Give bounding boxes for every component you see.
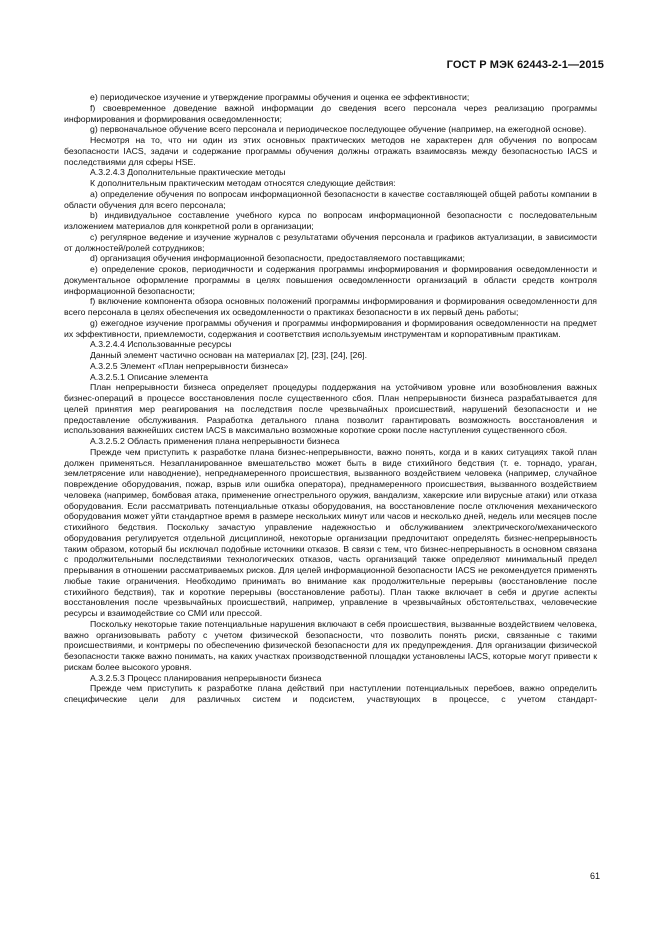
paragraph: Поскольку некоторые такие потенциальные нарушения включают в себя происшествия, вызванные воздействием человека, важно организовывать работу с учетом физической безопасности, что позволить понять риски, связанные с такими происшествиями, и контрмеры по обеспечению физической безопасности для их предупреждения. Для организации физической безопасности также важно понимать, на каких участках производственной площадки установлены IACS, которые могут привести к рискам более высокого уровня. [64, 618, 597, 672]
list-item: f) включение компонента обзора основных положений программы информирования и формирования осведомленности для всего персонала в целях обеспечения их осведомленности о практиках безопасности в их первый день работы; [64, 296, 597, 317]
list-item: a) определение обучения по вопросам информационной безопасности в качестве составляющей общей работы компании в области обучения для всего персонала; [64, 188, 597, 210]
paragraph: Несмотря на то, что ни один из этих основных практических методов не характерен для обучения по вопросам безопасности IACS, задачи и содержание программы обучения должны отражать взаимосвязь между безопасностью IACS и последствиями для сферы HSE. [64, 135, 597, 167]
paragraph: Прежде чем приступить к разработке плана бизнес-непрерывности, важно понять, когда и в каких ситуациях такой план должен применяться. Незапланированное вмешательство может быть в виде стихийного бедствия (т. е. торнадо, ураган, землетрясение или наводнение), непреднамеренного происшествия, вызванного воздействием человека (например, случайное повреждение оборудования, пожар, взрыв или ошибка оператора), преднамеренного происшествия, вызванного воздействием человека (например, бомбовая атака, применение огнестрельного оружия, вандализм, хакерские или вирусные атаки) или отказа оборудования. Если рассматривать потенциальные отказы оборудования, на восстановление после отключения механического оборудования может уйти стандартное время в размере нескольких минут или часов и несколько дней, недель или месяцев после стихийного бедствия. Поскольку зачастую управление надежностью и обслуживанием электрического/механического оборудования регулируется отдельной дисциплиной, некоторые организации предпочитают определять бизнес-непрерывность таким образом, который бы исключал подобные источники отказов. В связи с тем, что бизнес-непрерывность в основном связана с продолжительными последствиями технологических отказов, часть организаций также определяют минимальный предел прерывания в отношении рассматриваемых рисков. Для целей информационной безопасности IACS не рекомендуется применять любые такие ограничения. Необходимо принимать во внимание как продолжительные перерывы (восстановление после стихийного бедствия), так и короткие перерывы (восстановление работы). План также включает в себя и другие аспекты восстановления после чрезвычайных происшествий, например, управление в чрезвычайных обстоятельствах, человеческие ресурсы и взаимодействие со СМИ или прессой. [64, 446, 597, 618]
page-number: 61 [589, 871, 600, 881]
document-header: ГОСТ Р МЭК 62443-2-1—2015 [446, 59, 604, 71]
list-item: c) регулярное ведение и изучение журналов с результатами обучения персонала и графиков актуализации, в зависимости от должностей/ролей сотрудников; [64, 231, 597, 253]
section-heading: А.3.2.4.4 Использованные ресурсы [90, 339, 232, 350]
paragraph: Данный элемент частично основан на материалах [2], [23], [24], [26]. [90, 350, 367, 360]
list-item: g) ежегодное изучение программы обучения и программы информирования и формирования осведомленности на предмет их эффективности, приемлемости, содержания и соответствия используемым инструментам и корпоративным практикам. [64, 317, 597, 339]
paragraph: Прежде чем приступить к разработке плана действий при наступлении потенциальных перебоев, важно определить специфические цели для различных систем и подсистем, участвующих в процессе, с учетом стандарт- [64, 683, 597, 704]
list-item: e) определение сроков, периодичности и содержания программы информирования и формирования осведомленности и документальное оформление программы в целях повышения осведомленности организаций в области средств контроля информационной безопасности; [64, 264, 597, 296]
paragraph: g) первоначальное обучение всего персонала и периодическое последующее обучение (например, на ежегодной основе). [90, 124, 587, 135]
paragraph: План непрерывности бизнеса определяет процедуры поддержания на устойчивом уровне или возобновления важных бизнес-операций в процессе восстановления после существенного сбоя. План непрерывности бизнеса разрабатывается для целей принятия мер реагирования на последствия после чрезвычайных происшествий, нарушений безопасности и не предоставление обслуживания. Разработка детального плана позволит гарантировать возможность восстановления и использования важнейших систем IACS в максимально возможные короткие сроки после наступления существенного сбоя. [64, 382, 597, 436]
paragraph: К дополнительным практическим методам относятся следующие действия: [90, 178, 396, 188]
list-item: d) организация обучения информационной безопасности, предоставляемого поставщиками; [90, 253, 465, 264]
section-heading: А.3.2.5.2 Область применения плана непрерывности бизнеса [90, 436, 340, 446]
document-body [64, 92, 597, 705]
paragraph: f) своевременное доведение важной информации до сведения всего персонала через реализацию программы информирования и формирования осведомленности; [64, 102, 597, 124]
section-heading: А.3.2.5 Элемент «План непрерывности бизнеса» [90, 360, 289, 371]
section-heading: А.3.2.5.3 Процесс планирования непрерывности бизнеса [90, 672, 322, 683]
section-heading: А.3.2.4.3 Дополнительные практические методы [90, 167, 286, 178]
section-heading: А.3.2.5.1 Описание элемента [90, 371, 209, 382]
list-item: b) индивидуальное составление учебного курса по вопросам информационной безопасности с последовательным изложением материалов для конкретной роли в организации; [64, 210, 597, 231]
paragraph: e) периодическое изучение и утверждение программы обучения и оценка ее эффективности; [90, 92, 470, 102]
